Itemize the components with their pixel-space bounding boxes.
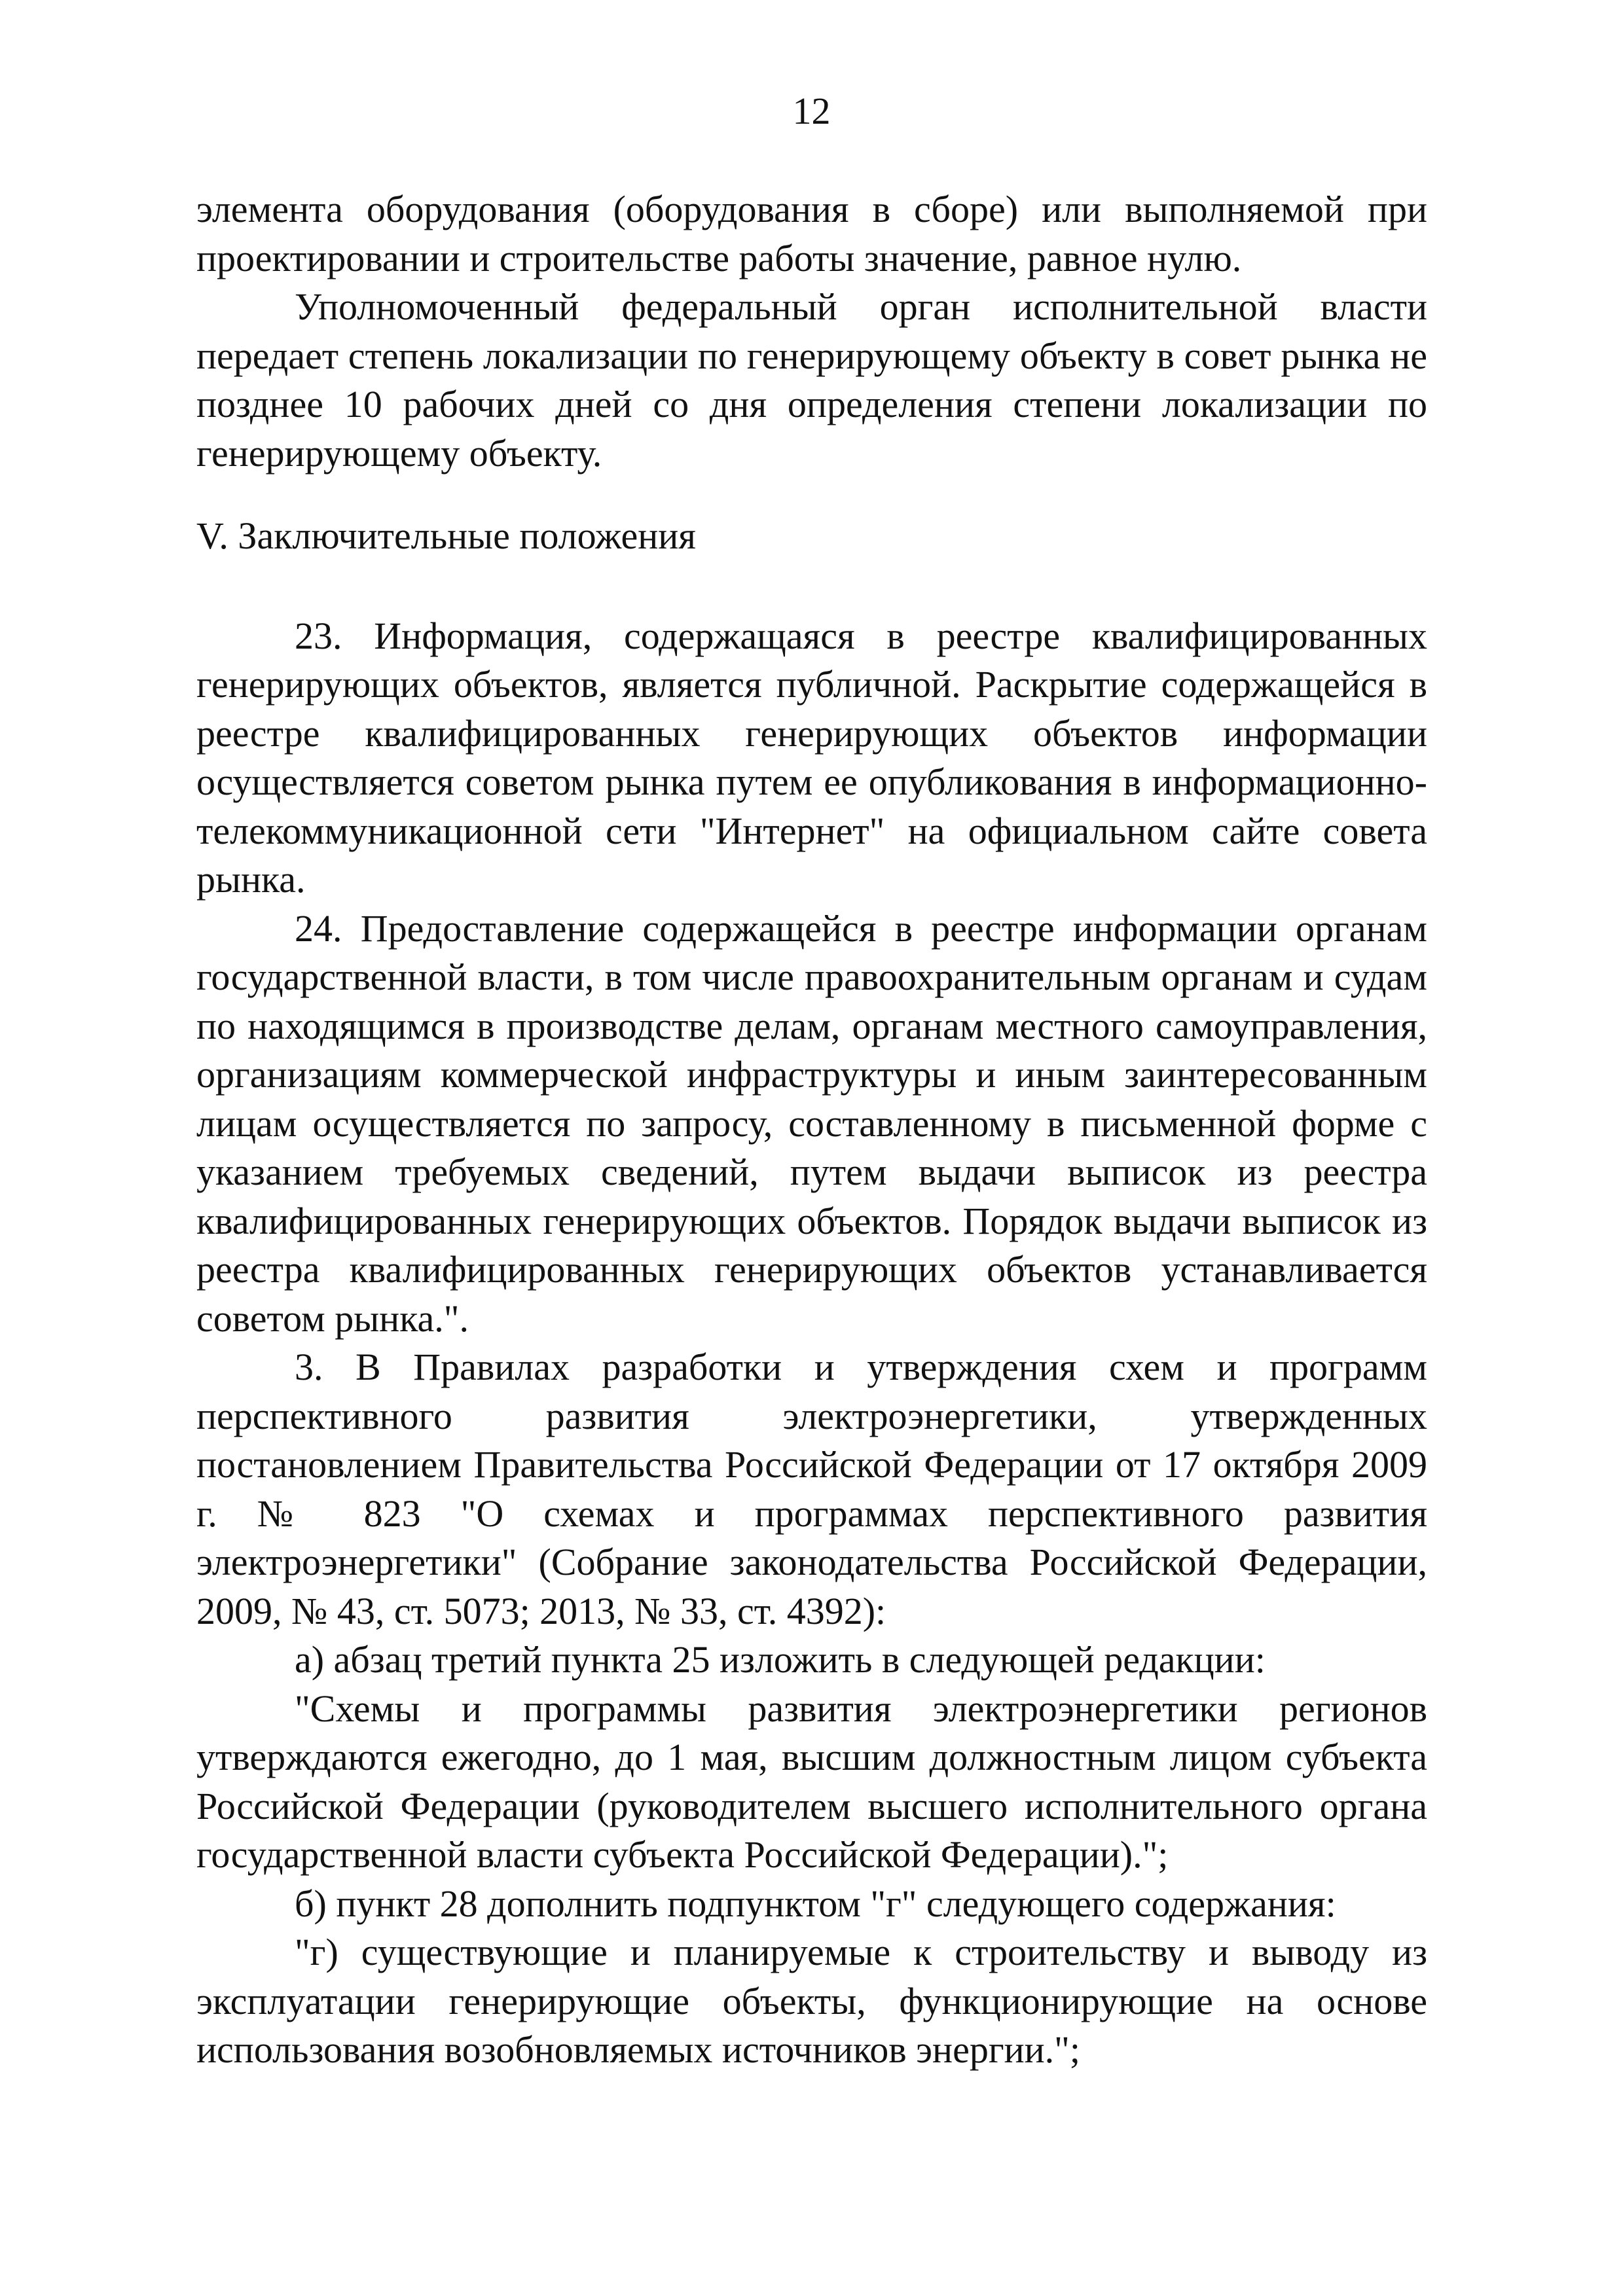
paragraph-authorized-body: Уполномоченный федеральный орган исполнительной власти передает степень локализации по генерирующему объекту в совет рынка не позднее 10 рабочих дней со дня определения степени локализации по генерирующему объекту. (196, 285, 1427, 475)
paragraph-subitem-a: а) абзац третий пункта 25 изложить в следующей редакции: (295, 1638, 1266, 1681)
paragraph-item-3: 3. В Правилах разработки и утверждения схем и программ перспективного развития электроэнергетики, утвержденных постановлением Правительства Российской Федерации от 17 октября 2009 г. № 823 "О схемах и программах перспективного развития электроэнергетики" (Собрание законодательства Российской Федерации, 2009, № 43, ст. 5073; 2013, № 33, ст. 4392): (196, 1346, 1427, 1632)
page-number: 12 (792, 90, 831, 132)
document-body (196, 185, 1427, 2075)
section-heading: V. Заключительные положения (196, 514, 696, 557)
paragraph-item-24: 24. Предоставление содержащейся в реестре информации органам государственной власти, в том числе правоохранительным органам и судам по находящимся в производстве делам, органам местного самоуправления, организациям коммерческой инфраструктуры и иным заинтересованным лицам осуществляется по запросу, составленному в письменной форме с указанием требуемых сведений, путем выдачи выписок из реестра квалифицированных генерирующих объектов. Порядок выдачи выписок из реестра квалифицированных генерирующих объектов устанавливается советом рынка.". (196, 906, 1427, 1340)
paragraph-quote-schemes: "Схемы и программы развития электроэнергетики регионов утверждаются ежегодно, до 1 мая, высшим должностным лицом субъекта Российской Федерации (руководителем высшего исполнительного органа государственной власти субъекта Российской Федерации)."; (196, 1687, 1427, 1876)
paragraph-item-23: 23. Информация, содержащаяся в реестре квалифицированных генерирующих объектов, является публичной. Раскрытие содержащейся в реестре квалифицированных генерирующих объектов информации осуществляется советом рынка путем ее опубликования в информационно-телекоммуникационной сети "Интернет" на официальном сайте совета рынка. (196, 614, 1427, 901)
paragraph-quote-g: "г) существующие и планируемые к строительству и выводу из эксплуатации генерирующие объекты, функционирующие на основе использования возобновляемых источников энергии."; (196, 1931, 1427, 2071)
paragraph-subitem-b: б) пункт 28 дополнить подпунктом "г" следующего содержания: (295, 1882, 1336, 1925)
paragraph-continuation: элемента оборудования (оборудования в сборе) или выполняемой при проектировании и строительстве работы значение, равное нулю. (196, 188, 1427, 279)
